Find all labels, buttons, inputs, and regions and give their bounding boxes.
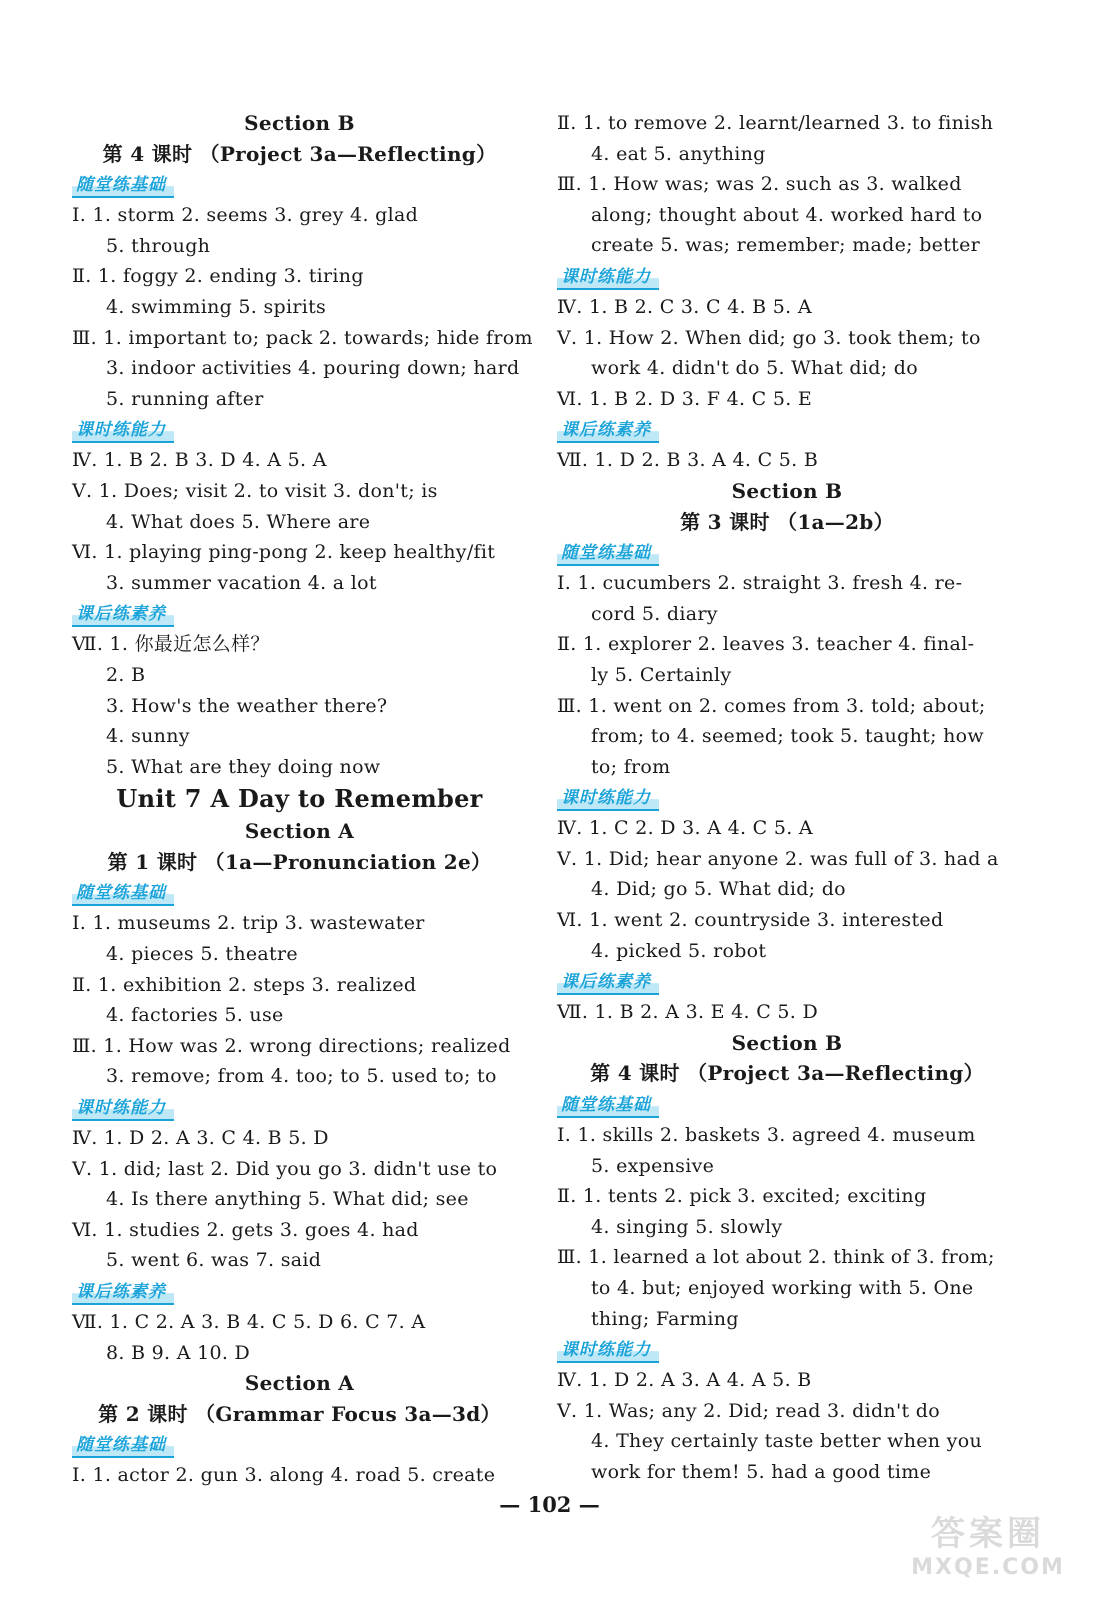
section-badge-row [72,1276,527,1307]
section-badge: 课时练能力 [557,787,659,811]
answer-line-continued [72,231,527,262]
section-badge-row [557,261,1017,292]
answer-text: create 5. was; remember; made; better [591,234,980,257]
section-badge: 课后练素养 [72,1281,174,1305]
answer-line [557,1120,1017,1151]
section-badge-row [557,782,1017,813]
answer-text: Ⅰ. 1. cucumbers 2. straight 3. fresh 4. re- [557,572,963,595]
answer-line [72,261,527,292]
answer-text: 4. They certainly taste better when you [591,1430,982,1453]
answer-text: Ⅶ. 1. D 2. B 3. A 4. C 5. B [557,449,819,472]
answer-text: Ⅱ. 1. to remove 2. learnt/learned 3. to finish [557,112,994,134]
answer-line-continued [557,874,1017,905]
answer-line-continued [557,200,1017,231]
answer-text: thing; Farming [591,1307,739,1330]
answer-text: Ⅲ. 1. learned a lot about 2. think of 3. from; [557,1246,995,1269]
answer-text: Ⅰ. 1. skills 2. baskets 3. agreed 4. museum [557,1124,976,1147]
answer-line [557,1242,1017,1273]
answer-text: Ⅳ. 1. B 2. C 3. C 4. B 5. A [557,295,812,318]
answer-text: to; from [591,755,671,778]
answer-line-continued [72,752,527,783]
section-badge-row [557,1089,1017,1120]
section-badge: 课时练能力 [72,1097,174,1121]
section-badge: 随堂练基础 [557,1094,659,1118]
answer-line [557,1365,1017,1396]
section-heading: Section A [244,819,355,844]
answer-text: to 4. but; enjoyed working with 5. One [591,1277,974,1299]
section-badge-row [72,598,527,629]
answer-line [557,629,1017,660]
answer-line-continued [557,139,1017,170]
answer-line-continued [72,384,527,415]
section-badge: 课后练素养 [557,419,659,443]
answer-line [557,384,1017,415]
answer-text: 4. What does 5. Where are [106,510,371,533]
unit-heading: Unit 7 A Day to Remember [116,784,483,814]
answer-line [72,537,527,568]
answer-text: 4. Is there anything 5. What did; see [106,1188,469,1211]
answer-text: Ⅵ. 1. playing ping-pong 2. keep healthy/fit [72,541,496,564]
answer-line [557,1396,1017,1427]
answer-text: Ⅶ. 1. B 2. A 3. E 4. C 5. D [557,1001,819,1024]
answer-line-continued [72,353,527,384]
answer-text: 5. expensive [591,1154,715,1177]
section-badge: 课时练能力 [557,266,659,290]
answer-text: Ⅰ. 1. actor 2. gun 3. along 4. road 5. create [72,1464,496,1487]
answer-line [72,476,527,507]
answer-line [72,200,527,231]
answer-line-continued [557,660,1017,691]
section-badge-row [72,1092,527,1123]
answer-line [72,1154,527,1185]
answer-line [557,997,1017,1028]
answer-text: Ⅵ. 1. went 2. countryside 3. interested [557,909,944,932]
section-badge: 随堂练基础 [72,1434,174,1458]
section-heading: 第 3 课时 （1a—2b） [680,509,894,534]
answer-line [72,629,527,660]
answer-text: 3. summer vacation 4. a lot [106,571,377,594]
answer-line-continued [557,599,1017,630]
answer-text: Ⅱ. 1. tents 2. pick 3. excited; exciting [557,1185,927,1208]
section-heading: Section A [244,1371,355,1396]
answer-text: Ⅳ. 1. D 2. A 3. C 4. B 5. D [72,1127,329,1150]
section-badge-row [72,1429,527,1460]
section-badge-row [72,877,527,908]
answer-text: Ⅵ. 1. studies 2. gets 3. goes 4. had [72,1218,419,1241]
answer-text: 3. indoor activities 4. pouring down; hard [106,357,520,380]
answer-line [72,1123,527,1154]
answer-text: Ⅴ. 1. did; last 2. Did you go 3. didn't use to [72,1157,498,1180]
section-badge: 课后练素养 [72,603,174,627]
section-badge: 课后练素养 [557,971,659,995]
answer-line-continued [72,1184,527,1215]
answer-line-continued [557,1151,1017,1182]
answer-text: Ⅱ. 1. explorer 2. leaves 3. teacher 4. final- [557,633,975,656]
answer-text: 4. pieces 5. theatre [106,943,298,966]
answer-line [557,844,1017,875]
answer-line-continued [72,568,527,599]
section-badge-row [557,966,1017,997]
answer-text: 5. What are they doing now [106,755,381,778]
section-badge: 随堂练基础 [72,882,174,906]
answer-line-continued [557,1304,1017,1335]
answer-text: Ⅳ. 1. C 2. D 3. A 4. C 5. A [557,817,813,840]
answer-text: 5. went 6. was 7. said [106,1249,322,1272]
watermark-site-text: MXQE.COM [911,1555,1065,1580]
answer-line-continued [72,507,527,538]
answer-line-continued [72,1061,527,1092]
section-heading: 第 2 课时 （Grammar Focus 3a—3d） [98,1401,501,1426]
answer-text: cord 5. diary [591,602,718,625]
answer-line-continued [557,353,1017,384]
answer-text: Ⅱ. 1. foggy 2. ending 3. tiring [72,265,364,288]
answer-line [557,568,1017,599]
answer-line [72,1460,527,1491]
answer-line-continued [557,1457,1017,1488]
answer-text: 4. picked 5. robot [591,939,767,962]
answer-line-continued [557,1212,1017,1243]
answer-line-continued [72,721,527,752]
answer-text: Ⅰ. 1. museums 2. trip 3. wastewater [72,912,425,935]
answer-text: ly 5. Certainly [591,663,732,686]
answer-text: 3. remove; from 4. too; to 5. used to; to [106,1065,497,1088]
answer-text: work for them! 5. had a good time [591,1460,932,1483]
answer-line-continued [72,1338,527,1369]
answer-text: Ⅴ. 1. How 2. When did; go 3. took them; to [557,326,981,349]
answer-line [72,445,527,476]
answer-line-continued [557,230,1017,261]
answer-text: 3. How's the weather there? [106,694,388,717]
answer-text: 4. factories 5. use [106,1004,284,1027]
answer-text: Ⅲ. 1. How was; was 2. such as 3. walked [557,173,962,196]
answer-line [72,970,527,1001]
answer-line [557,445,1017,476]
answer-text: Ⅶ. 1. 你最近怎么样？ [72,633,270,656]
answer-line-continued [72,1000,527,1031]
answer-line-continued [557,721,1017,752]
answer-line [557,1181,1017,1212]
section-badge-row [557,414,1017,445]
answer-line-continued [72,1245,527,1276]
left-column [72,108,533,1491]
section-badge: 随堂练基础 [557,542,659,566]
watermark-logo-text: 答案圈 [931,1514,1045,1554]
answer-line [557,813,1017,844]
answer-text: 2. B [106,663,146,686]
answer-text: Ⅴ. 1. Was; any 2. Did; read 3. didn't do [557,1399,940,1422]
answer-line [557,905,1017,936]
answer-line-continued [557,1426,1017,1457]
answer-text: 4. sunny [106,725,190,748]
answer-text: Ⅲ. 1. important to; pack 2. towards; hide from [72,326,533,349]
section-heading: Section B [731,1030,843,1055]
answer-line [557,691,1017,722]
answer-line [557,292,1017,323]
section-badge-row [72,169,527,200]
section-badge-row [557,1334,1017,1365]
answer-text: 4. swimming 5. spirits [106,295,327,318]
answer-text: 5. through [106,234,211,257]
answer-line-continued [557,1273,1017,1304]
answer-line-continued [557,936,1017,967]
answer-line [72,1031,527,1062]
section-badge: 课时练能力 [557,1339,659,1363]
section-badge: 随堂练基础 [72,174,174,198]
answer-text: work 4. didn't do 5. What did; do [591,357,918,380]
section-badge-row [557,537,1017,568]
answer-line [72,1215,527,1246]
answer-text: Ⅳ. 1. D 2. A 3. A 4. A 5. B [557,1369,812,1392]
answer-text: from; to 4. seemed; took 5. taught; how [591,725,984,748]
answer-line [557,323,1017,354]
section-heading: Section B [731,478,843,503]
answer-line-continued [72,939,527,970]
answer-line [557,169,1017,200]
answer-text: Ⅶ. 1. C 2. A 3. B 4. C 5. D 6. C 7. A [72,1311,426,1333]
answer-text: 4. Did; go 5. What did; do [591,878,846,901]
answer-line-continued [72,691,527,722]
answer-line-continued [557,752,1017,783]
section-heading: Section B [244,111,355,135]
answer-text: 4. singing 5. slowly [591,1215,783,1238]
answer-text: Ⅵ. 1. B 2. D 3. F 4. C 5. E [557,387,813,410]
section-heading: 第 1 课时 （1a—Pronunciation 2e） [107,849,492,874]
answer-text: 5. running after [106,387,264,410]
answer-text: Ⅳ. 1. B 2. B 3. D 4. A 5. A [72,449,327,472]
answer-line-continued [72,660,527,691]
section-heading: 第 4 课时 （Project 3a—Reflecting） [590,1061,984,1086]
page-number: — 102 — [499,1492,600,1517]
answer-text: Ⅴ. 1. Did; hear anyone 2. was full of 3. had a [557,847,999,870]
answer-text: Ⅴ. 1. Does; visit 2. to visit 3. don't; is [72,479,438,502]
answer-text: Ⅲ. 1. How was 2. wrong directions; realized [72,1034,511,1057]
section-heading: 第 4 课时 （Project 3a—Reflecting） [102,141,497,166]
right-column [557,108,1017,1488]
answer-text: along; thought about 4. worked hard to [591,203,983,226]
watermark-logo [899,1506,1077,1586]
section-badge-row [72,414,527,445]
answer-line [72,1307,527,1338]
answer-line [72,323,533,354]
answer-line [557,108,1017,139]
answer-line-continued [72,292,527,323]
answer-text: 4. eat 5. anything [591,142,766,165]
answer-text: Ⅰ. 1. storm 2. seems 3. grey 4. glad [72,204,419,227]
section-badge: 课时练能力 [72,419,174,443]
answer-text: 8. B 9. A 10. D [106,1341,251,1364]
answer-line [72,908,527,939]
answer-text: Ⅱ. 1. exhibition 2. steps 3. realized [72,973,417,996]
answer-text: Ⅲ. 1. went on 2. comes from 3. told; about; [557,694,986,717]
